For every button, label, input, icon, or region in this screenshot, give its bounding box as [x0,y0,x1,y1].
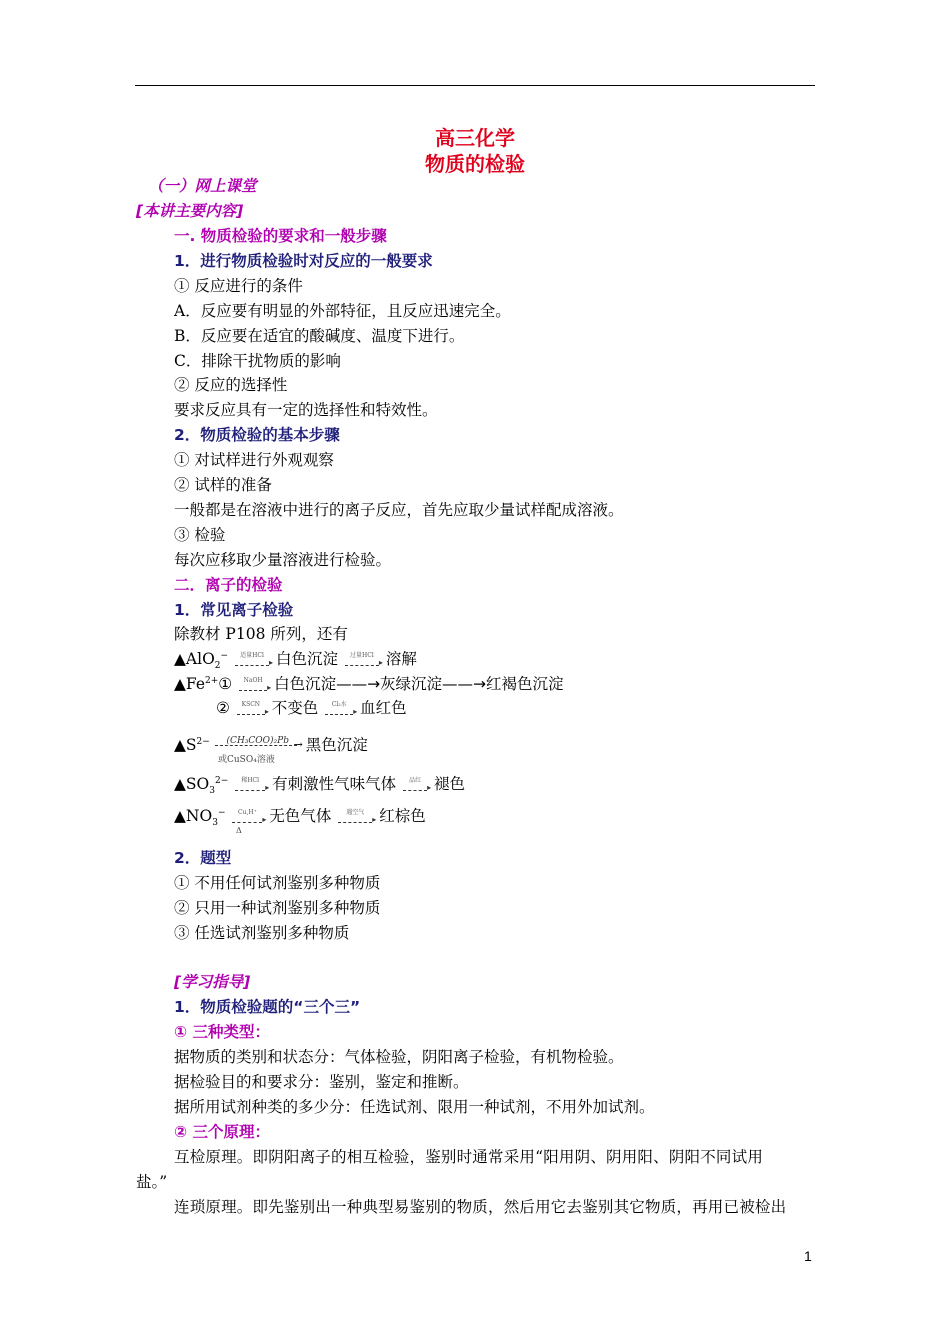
ion-s-formula: $▲S^{2-}$ [174,736,210,755]
ion-so3-result-2: 褪色 [434,775,466,794]
step-2-text: 一般都是在溶液中进行的离子反应，首先应取少量试样配成溶液。 [174,501,624,519]
guide-type-1: 据物质的类别和状态分：气体检验，阴阳离子检验，有机物检验。 [174,1048,624,1066]
guide-principle-2: 连琐原理。即先鉴别出一种典型易鉴别的物质，然后用它去鉴别其它物质，再用已被检出 [174,1198,787,1216]
ion-fe-line-2: ② KSCN ▸ 不变色 Cl₂水 ▸ 血红色 [216,699,407,717]
line-condition: ① 反应进行的条件 [174,277,303,295]
reaction-arrow: KSCN ▸ [237,704,265,715]
section-online: （一）网上课堂 [148,177,257,195]
line-a: A．反应要有明显的外部特征，且反应迅速完全。 [174,302,511,320]
line-requirement: 要求反应具有一定的选择性和特效性。 [174,401,438,419]
reaction-arrow: 遇空气 ▸ [338,812,372,823]
ion-fe-result-2: 不变色 [271,699,319,717]
reaction-arrow: (CH₃COO)₂Pb → [215,740,301,752]
guide-principle-1-cont: 盐。” [136,1173,168,1191]
ion-fe-result-3: 血红色 [360,699,407,717]
step-2: ② 试样的准备 [174,476,272,494]
heading-2-2: 2．题型 [174,849,232,867]
ion-s-condition-alt: 或CuSO₄溶液 [218,755,275,765]
reaction-arrow: 品红 ▸ [403,780,427,791]
ion-alo2-result-1: 白色沉淀 [275,650,338,669]
guide-type-2: 据检验目的和要求分：鉴别，鉴定和推断。 [174,1073,469,1091]
ion-alo2-formula: ▲AlO$_2$− [174,650,229,672]
reaction-arrow: Cl₂水 ▸ [325,704,353,715]
guide-three-types: ① 三种类型： [174,1023,271,1041]
ion-no3-result-1: 无色气体 [269,807,332,826]
reaction-arrow: NaOH ▸ [239,680,267,691]
reaction-arrow: Cu,H⁺ ▸ [232,812,262,823]
line-c: C．排除干扰物质的影响 [174,352,341,370]
section-main: [本讲主要内容] [136,202,244,220]
reaction-arrow: 适量HCl ▸ [235,655,269,666]
line-b: B．反应要在适宜的酸碱度、温度下进行。 [174,327,465,345]
ion-no3-result-2: 红棕色 [379,807,426,826]
guide-three-principles: ② 三个原理： [174,1123,271,1141]
step-1: ① 对试样进行外观观察 [174,451,334,469]
title-line-1: 高三化学 [435,126,515,150]
line-selectivity: ② 反应的选择性 [174,376,288,394]
ion-no3-heat-mark: Δ [236,826,242,835]
ion-so3-formula: $▲SO_3^{2-}$ [174,775,229,797]
header-rule [135,85,815,86]
type-1: ① 不用任何试剂鉴别多种物质 [174,874,381,892]
line-textbook: 除教材 P108 所列，还有 [174,625,348,643]
ion-no3-line [174,803,426,833]
guide-type-3: 据所用试剂种类的多少分：任选试剂、限用一种试剂，不用外加试剂。 [174,1098,655,1116]
step-3-text: 每次应移取少量溶液进行检验。 [174,551,392,569]
section-guide: [学习指导] [174,973,251,991]
ion-s-result: 黑色沉淀 [305,736,368,755]
reaction-arrow: 过量HCl ▸ [345,655,379,666]
type-3: ③ 任选试剂鉴别多种物质 [174,924,350,942]
title-line-2: 物质的检验 [425,152,525,176]
ion-so3-line [174,771,465,801]
ion-fe-line-1: $▲Fe^{2+}①$ NaOH ▸ 白色沉淀——→灰绿沉淀——→红褐色沉淀 [174,675,564,694]
heading-2: 二．离子的检验 [174,576,283,594]
heading-1-2: 2．物质检验的基本步骤 [174,426,340,444]
reaction-arrow: 稀HCl ▸ [235,780,265,791]
heading-1-1: 1．进行物质检验时对反应的一般要求 [174,252,433,270]
ion-no3-formula: $▲NO_3^-$ [174,807,226,829]
step-3: ③ 检验 [174,526,226,544]
ion-alo2-result-2: 溶解 [385,650,417,669]
guide-principle-1: 互检原理。即阴阳离子的相互检验，鉴别时通常采用“阳用阴、阴用阳、阴阳不同试用 [174,1148,764,1166]
ion-fe-result-1: 白色沉淀——→灰绿沉淀——→红褐色沉淀 [274,675,564,694]
guide-heading-1: 1．物质检验题的“三个三” [174,998,361,1016]
heading-2-1: 1．常见离子检验 [174,601,294,619]
type-2: ② 只用一种试剂鉴别多种物质 [174,899,381,917]
ion-fe-formula: $▲Fe^{2+}$ [174,675,219,694]
page-number: 1 [804,1248,812,1264]
ion-so3-result-1: 有刺激性气味气体 [272,775,397,794]
heading-1: 一. 物质检验的要求和一般步骤 [174,227,387,245]
